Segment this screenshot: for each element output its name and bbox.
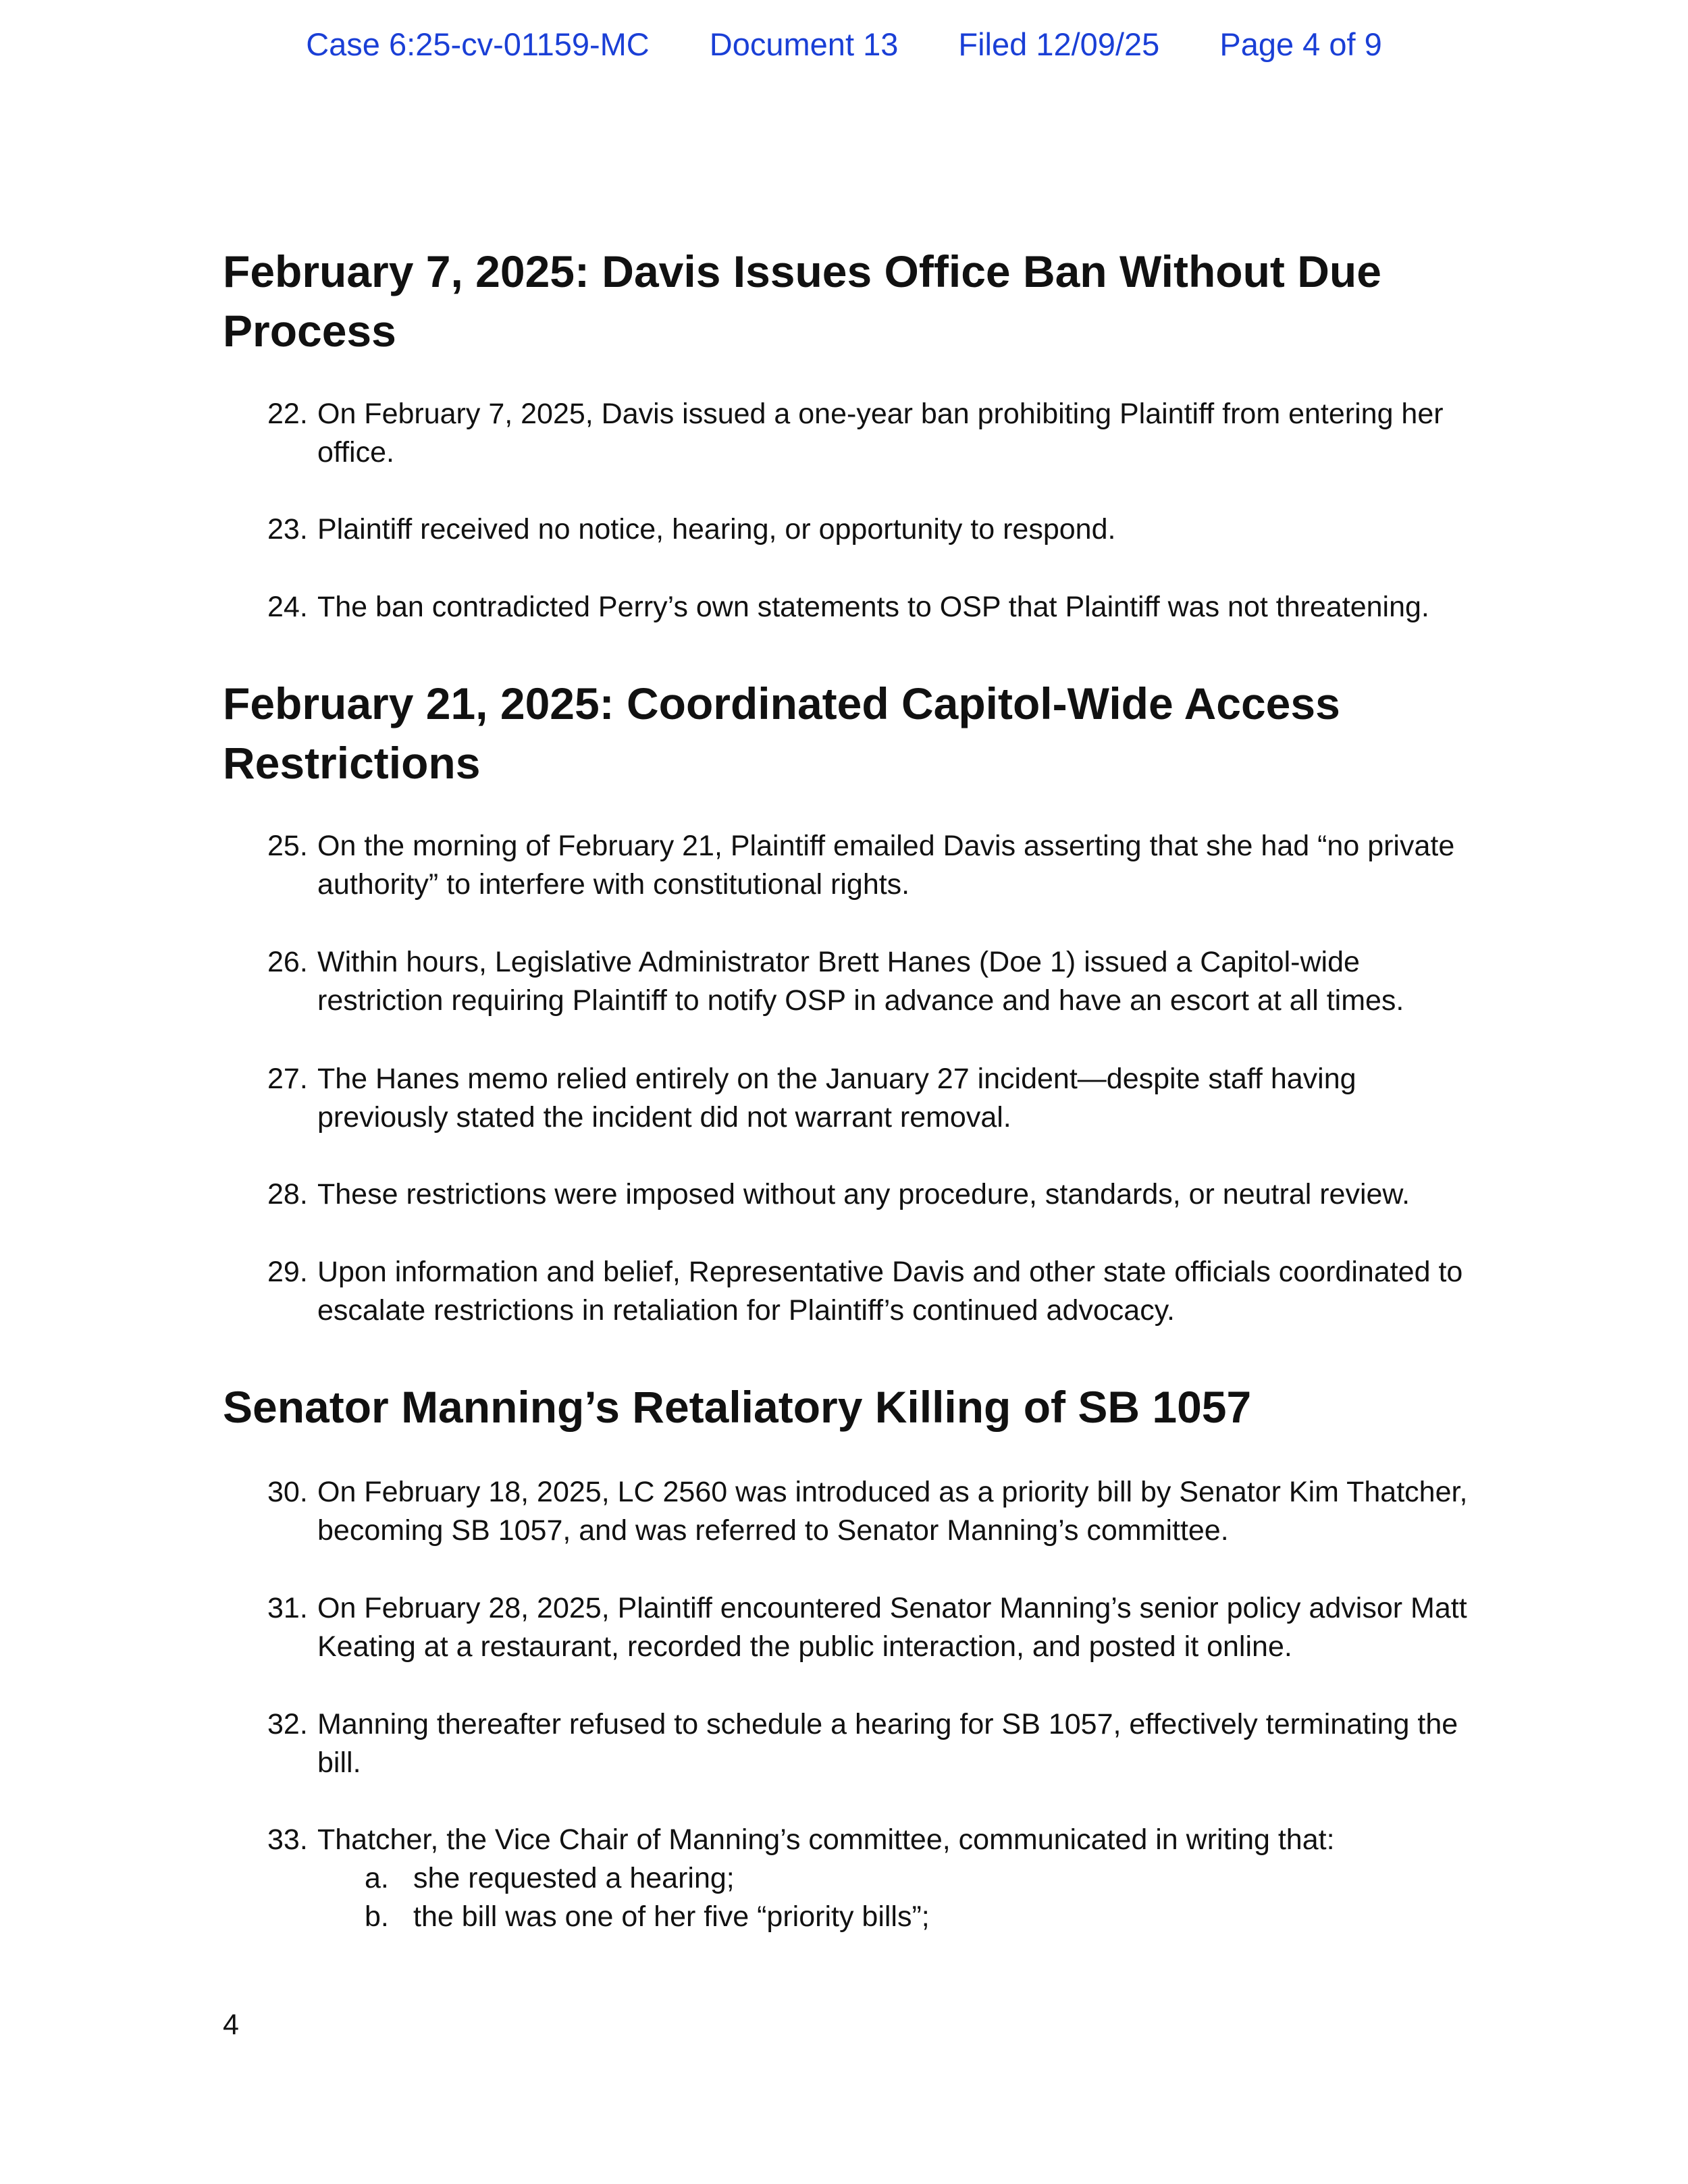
paragraph-text: On February 7, 2025, Davis issued a one-year ban prohibiting Plaintiff from entering her office. — [317, 398, 1444, 469]
paragraph-number: 26. — [267, 946, 308, 978]
paragraph-text: On February 18, 2025, LC 2560 was introduced as a priority bill by Senator Kim Thatcher, becoming SB 1057, and was referred to Senator Manning’s committee. — [317, 1476, 1468, 1547]
paragraph-number: 25. — [267, 830, 308, 862]
numbered-paragraph — [267, 588, 1476, 627]
paragraph-text: On the morning of February 21, Plaintiff emailed Davis asserting that she had “no private authority” to interfere with constitutional rights. — [317, 830, 1455, 901]
paragraph-number: 22. — [267, 398, 308, 430]
page-indicator: Page 4 of 9 — [1219, 26, 1382, 62]
numbered-paragraph — [267, 1253, 1476, 1330]
sub-item-text: the bill was one of her five “priority bills”; — [413, 1900, 930, 1933]
document-number: Document 13 — [709, 26, 899, 62]
numbered-paragraph — [267, 1821, 1476, 1859]
paragraph-text: Within hours, Legislative Administrator Brett Hanes (Doe 1) issued a Capitol-wide restriction requiring Plaintiff to notify OSP in advance and have an escort at all times. — [317, 946, 1404, 1017]
sub-item-text: she requested a hearing; — [413, 1862, 735, 1894]
paragraph-text: On February 28, 2025, Plaintiff encountered Senator Manning’s senior policy advisor Matt Keating at a restaurant, recorded the public interaction, and posted it online. — [317, 1592, 1467, 1663]
numbered-paragraph — [267, 395, 1476, 472]
numbered-paragraph — [267, 827, 1476, 904]
paragraph-text: The Hanes memo relied entirely on the January 27 incident—despite staff having previously stated the incident did not warrant removal. — [317, 1063, 1356, 1134]
paragraph-number: 30. — [267, 1476, 308, 1508]
sub-item-label: a. — [365, 1862, 389, 1894]
paragraph-text: Thatcher, the Vice Chair of Manning’s committee, communicated in writing that: — [317, 1823, 1335, 1856]
paragraph-text: Manning thereafter refused to schedule a hearing for SB 1057, effectively terminating the bill. — [317, 1708, 1458, 1779]
paragraph-number: 28. — [267, 1178, 308, 1210]
sub-list-item — [365, 1859, 735, 1898]
paragraph-number: 27. — [267, 1063, 308, 1095]
sub-item-label: b. — [365, 1900, 389, 1933]
ecf-header — [0, 26, 1688, 63]
section-heading: Senator Manning’s Retaliatory Killing of SB 1057 — [223, 1382, 1252, 1432]
paragraph-text: Plaintiff received no notice, hearing, or opportunity to respond. — [317, 513, 1116, 545]
section-heading: February 21, 2025: Coordinated Capitol-Wide Access Restrictions — [223, 678, 1340, 788]
numbered-paragraph — [267, 943, 1476, 1020]
paragraph-text: Upon information and belief, Representative Davis and other state officials coordinated to escalate restrictions in retaliation for Plaintiff’s continued advocacy. — [317, 1256, 1463, 1327]
paragraph-number: 31. — [267, 1592, 308, 1624]
sub-list-item — [365, 1898, 930, 1936]
numbered-paragraph — [267, 1705, 1476, 1782]
paragraph-number: 32. — [267, 1708, 308, 1740]
paragraph-text: The ban contradicted Perry’s own statements to OSP that Plaintiff was not threatening. — [317, 591, 1429, 623]
paragraph-number: 24. — [267, 591, 308, 623]
filed-date: Filed 12/09/25 — [958, 26, 1160, 62]
paragraph-number: 33. — [267, 1823, 308, 1856]
paragraph-number: 29. — [267, 1256, 308, 1288]
paragraph-text: These restrictions were imposed without any procedure, standards, or neutral review. — [317, 1178, 1410, 1210]
numbered-paragraph — [267, 510, 1476, 549]
paragraph-number: 23. — [267, 513, 308, 545]
section-heading: February 7, 2025: Davis Issues Office Ban Without Due Process — [223, 246, 1381, 356]
case-number: Case 6:25-cv-01159-MC — [306, 26, 650, 62]
numbered-paragraph — [267, 1473, 1476, 1550]
numbered-paragraph — [267, 1589, 1476, 1666]
page-number: 4 — [223, 2008, 239, 2041]
numbered-paragraph — [267, 1060, 1476, 1137]
numbered-paragraph — [267, 1175, 1476, 1214]
